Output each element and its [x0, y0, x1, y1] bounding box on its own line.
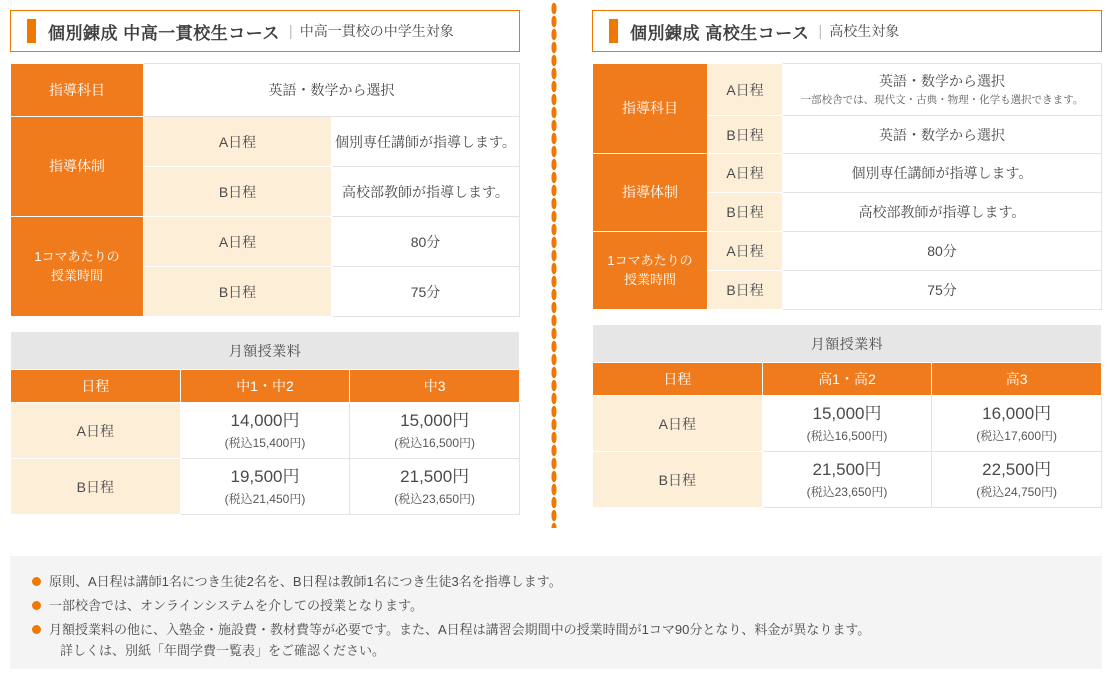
table-row: [593, 232, 1102, 271]
spec-label: 指導体制: [11, 117, 144, 217]
fee-amount-cell: [180, 459, 350, 515]
fee-column-header: 日程: [593, 363, 763, 396]
table-row: [11, 217, 520, 267]
spec-value: 80分: [783, 232, 1102, 271]
course-heading: [10, 10, 520, 52]
table-row: [11, 64, 520, 117]
spec-label: 指導体制: [593, 154, 708, 232]
notes-box: [10, 556, 1102, 669]
fee-amount: 15,000円: [400, 410, 470, 430]
spec-value: 英語・数学から選択: [144, 64, 520, 117]
fee-amount-cell: [762, 396, 932, 452]
spec-value-note: 一部校舎では、現代文・古典・物理・化学も選択できます。: [800, 94, 1084, 107]
spec-value: 個別専任講師が指導します。: [783, 154, 1102, 193]
fee-amount: 16,000円: [982, 403, 1052, 423]
table-row: [593, 363, 1102, 396]
fee-tax-included: (税込16,500円): [806, 428, 888, 443]
spec-value: 75分: [332, 267, 520, 317]
spec-label: 指導科目: [11, 64, 144, 117]
spec-schedule: A日程: [708, 64, 783, 116]
spec-schedule: B日程: [708, 193, 783, 232]
spec-value: [783, 64, 1102, 116]
fee-amount-cell: [350, 403, 520, 459]
title-separator: |: [288, 22, 293, 40]
spec-label: [593, 232, 708, 310]
course-title: 個別錬成 高校生コース: [630, 23, 810, 43]
spec-label-line-2: 授業時間: [50, 267, 103, 283]
spec-label-line-2: 授業時間: [623, 271, 676, 287]
course-columns: [0, 10, 1112, 515]
table-row: [593, 452, 1102, 508]
list-item: [32, 596, 1080, 616]
table-row: [593, 325, 1102, 363]
fee-column-header: 中1・中2: [180, 370, 350, 403]
table-row: [593, 154, 1102, 193]
fee-table-title: 月額授業料: [593, 325, 1102, 363]
bullet-dot-icon: [32, 577, 41, 586]
spec-schedule: B日程: [708, 271, 783, 310]
spec-value: 高校部教師が指導します。: [783, 193, 1102, 232]
table-row: [11, 459, 520, 515]
fee-schedule: A日程: [11, 403, 181, 459]
spec-value: 80分: [332, 217, 520, 267]
fee-amount: 14,000円: [230, 410, 300, 430]
notes-list: [32, 572, 1080, 662]
note-text: 一部校舎では、オンラインシステムを介しての授業となります。: [49, 598, 423, 614]
fee-amount: 21,500円: [400, 466, 470, 486]
spec-value-text: 英語・数学から選択: [879, 73, 1005, 90]
spec-value: 75分: [783, 271, 1102, 310]
spec-value: 高校部教師が指導します。: [332, 167, 520, 217]
fee-table: [10, 331, 520, 515]
spec-value: 個別専任講師が指導します。: [332, 117, 520, 167]
spec-schedule: A日程: [708, 232, 783, 271]
spec-schedule: A日程: [708, 154, 783, 193]
fee-tax-included: (税込23,650円): [806, 484, 888, 499]
spec-schedule: B日程: [708, 116, 783, 154]
table-row: [593, 64, 1102, 116]
fee-tax-included: (税込16,500円): [394, 435, 475, 450]
table-row: [11, 332, 520, 370]
bullet-dot-icon: [32, 601, 41, 610]
course-title: 個別錬成 中高一貫校生コース: [48, 23, 280, 43]
fee-table: [592, 324, 1102, 508]
fee-amount: 19,500円: [230, 466, 300, 486]
fee-schedule: B日程: [593, 452, 763, 508]
title-separator: |: [818, 22, 823, 40]
fee-column-header: 高1・高2: [762, 363, 932, 396]
spec-label: 指導科目: [593, 64, 708, 154]
fee-tax-included: (税込17,600円): [976, 428, 1057, 443]
spec-label-line-1: 1コマあたりの: [607, 252, 693, 268]
spec-table: [592, 63, 1102, 310]
spec-label: [11, 217, 144, 317]
fee-tax-included: (税込15,400円): [224, 435, 306, 450]
spec-schedule: B日程: [144, 167, 332, 217]
spec-schedule: B日程: [144, 267, 332, 317]
table-row: [11, 403, 520, 459]
table-row: [593, 396, 1102, 452]
fee-schedule: B日程: [11, 459, 181, 515]
course-block-high-school: [592, 10, 1102, 515]
fee-column-header: 中3: [350, 370, 520, 403]
fee-amount-cell: [762, 452, 932, 508]
fee-column-header: 日程: [11, 370, 181, 403]
fee-column-header: 高3: [932, 363, 1102, 396]
fee-tax-included: (税込23,650円): [394, 491, 475, 506]
spec-schedule: A日程: [144, 117, 332, 167]
course-subtitle: 高校生対象: [829, 23, 900, 39]
course-block-junior-high: [10, 10, 520, 515]
course-heading: [592, 10, 1102, 52]
accent-bar-icon: [27, 19, 36, 43]
list-item: [32, 572, 1080, 592]
accent-bar-icon: [609, 19, 618, 43]
fee-amount-cell: [932, 452, 1102, 508]
note-text-continuation: 詳しくは、別紙「年間学費一覧表」をご確認ください。: [60, 643, 386, 659]
table-row: [11, 370, 520, 403]
spec-schedule: A日程: [144, 217, 332, 267]
note-text: 原則、A日程は講師1名につき生徒2名を、B日程は教師1名につき生徒3名を指導します。: [49, 574, 562, 589]
bullet-dot-icon: [32, 625, 41, 634]
fee-amount: 21,500円: [812, 459, 882, 479]
fee-tax-included: (税込21,450円): [224, 491, 306, 506]
table-row: [11, 117, 520, 167]
fee-tax-included: (税込24,750円): [976, 484, 1057, 499]
fee-amount-cell: [932, 396, 1102, 452]
spec-table: [10, 63, 520, 317]
spec-value: 英語・数学から選択: [783, 116, 1102, 154]
fee-amount-cell: [180, 403, 350, 459]
fee-amount: 15,000円: [812, 403, 882, 423]
course-subtitle: 中高一貫校の中学生対象: [299, 23, 454, 39]
note-text: 月額授業料の他に、入塾金・施設費・教材費等が必要です。また、A日程は講習会期間中の授業時間が1コマ90分となり、料金が異なります。: [49, 622, 871, 638]
fee-schedule: A日程: [593, 396, 763, 452]
fee-amount-cell: [350, 459, 520, 515]
fee-amount: 22,500円: [982, 459, 1052, 479]
list-item: [32, 620, 1080, 661]
fee-table-title: 月額授業料: [11, 332, 520, 370]
spec-label-line-1: 1コマあたりの: [34, 248, 120, 264]
